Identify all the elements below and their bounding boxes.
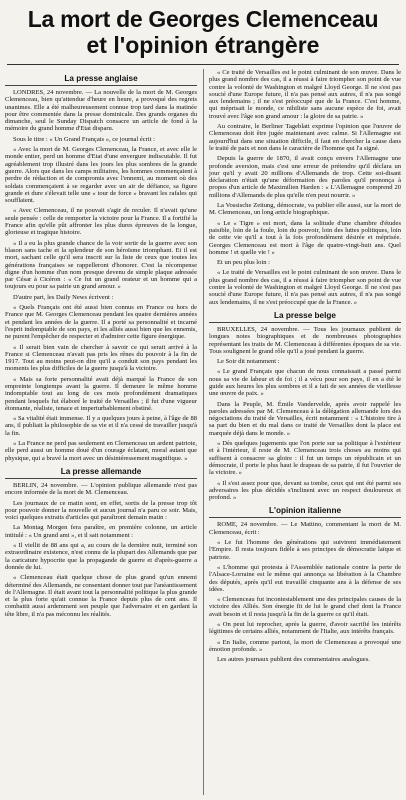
right-column <box>203 69 401 795</box>
paragraph: « Avec la mort de M. Georges Clemenceau, la France, et avec elle le monde entier, perd un homme d'Etat d'une envergure indiscutable. Il fut agréablement trop illustré dans les jours les plus sombres de la grande guerre. Alors que dans les camps militaires, les hommes commençaient à perdre de rédaction et de compromis avec l'ennemi, au moment où des soldats commençaient à se regarder avec un air de défiance, sa figure grande et dure s'élevait telle une « tour de force » bravant les rafales qui soufflaient. <box>5 146 197 205</box>
paragraph: « Mais sa forte personnalité avait déjà marqué la France de son empreinte longtemps avant la guerre. Il demeure le même homme indomptable tout au long de ces mois profondément dramatiques pendant lesquels fut élaboré le traité de Versailles ; il fut d'une vigueur étonnante, réaliste, tenace et imperturbablement obstiné. <box>5 375 197 412</box>
section-head-belgian-press: La presse belge <box>209 309 401 323</box>
paragraph: Les autres journaux publient des commentaires analogues. <box>217 656 370 664</box>
paragraph: La Montag Morgen fera paraître, en première colonne, un article intitulé : « Un grand ami », et il sait notamment : <box>5 524 197 539</box>
paragraph: Depuis la guerre de 1870, il avait conçu envers l'Allemagne une profonde aversion, mais c'est une erreur de prétendre qu'il déclara un jour qu'il y avait 20 millions d'Allemands de trop. Cette soi-disant déclaration n'était qu'une déformation des paroles qu'il prononça à propos d'un article de Maximilien Harden : « L'Allemagne comprend 20 millions d'Allemands de plus qu'elle n'en peut nourrir. » <box>209 155 401 199</box>
section-head-italian-opinion: L'opinion italienne <box>209 504 401 518</box>
article-title <box>3 0 403 58</box>
paragraph: « Le « Tigre » est mort, dans la solitude d'une chambre d'études paisible, loin de la foule, loin du pouvoir, loin des luttes politiques, loin de cette vie qu'il a tout à la fois profondément désirée et méprisée. Georges Clemenceau est mort à l'âge de quatre-vingt-huit ans. Quel homme ! et quelle vie ! » <box>209 219 401 256</box>
paragraph: « Ce traité de Versailles est le point culminant de son œuvre. Dans le plus grand nombre des cas, il a réussi à faire triompher son point de vue contre la volonté de Washington et malgré Lloyd George. Il ne s'est pas soucié d'une Europe future, il n'a pas pensé aux autres, il n'a pas songé aux lendemains ; il ne s'est préoccupé que de la France. C'est homme, qui méprisait le monde, ce nihiliste sans aucune espèce de foi, avait trouvé avec l'âge son grand amour : la gloire de sa patrie. » <box>209 69 401 120</box>
left-column <box>5 69 197 795</box>
paragraph: « Sa vitalité était immense. Il y a quelques jours à peine, à l'âge de 88 ans, il publiait la philosophie de sa vie et il n'a cessé de travailler jusqu'à la fin. <box>5 415 197 437</box>
section-head-german-press: La presse allemande <box>5 465 197 479</box>
paragraph: « En Italie, comme partout, la mort de Clemenceau a provoqué une émotion profonde. » <box>209 638 401 653</box>
paragraph: BERLIN, 24 novembre. — L'opinion publique allemande n'est pas encore informée de la mort de M. Clemenceau. <box>5 481 197 497</box>
title-line-1: La mort de Georges Clemenceau <box>27 6 379 32</box>
paragraph: Sous le titre : « Un Grand Français », ce journal écrit : <box>13 135 155 143</box>
paragraph: LONDRES, 24 novembre. — La nouvelle de la mort de M. Georges Clemenceau, bien qu'attendue d'heure en heure, a provoqué des regrets unanimes. Elle a été malheureusement connue trop tard dans la matinée pour être commentée dans la presse dominicale. Des grands organes du dimanche, seul le Sunday Dispatch consacre un article de fond à la mémoire du grand homme d'Etat disparu. <box>5 89 197 133</box>
paragraph: « Le traité de Versailles est le point culminant de son œuvre. Dans le plus grand nombre des cas, il a réussi à faire triompher son point de vue contre la volonté de Washington et malgré Lloyd George. Il ne s'est pas soucié d'une Europe future, il n'a pas pensé aux autres, il n'a pas songé aux lendemains, il ne s'est préoccupé que de la France. » <box>209 269 401 306</box>
paragraph: « La France ne perd pas seulement en Clemenceau un ardent patriote, elle perd aussi un homme doué d'un courage éclatant, moral autant que physique, qui a bravé la mort avec un désintéressement magnifique. » <box>5 440 197 462</box>
paragraph: « On peut lui reprocher, après la guerre, d'avoir sacrifié les intérêts légitimes de certains alliés, notamment de l'Italie, aux intérêts français. <box>209 621 401 636</box>
section-head-english-press: La presse anglaise <box>5 72 197 86</box>
article-columns <box>3 65 403 795</box>
paragraph: « L'homme qui protesta à l'Assemblée nationale contre la perte de l'Alsace-Lorraine est le même qui annonça sa libération à la Chambre des députés, après qu'il eut travaillé cinquante ans à la défense de ses idées. <box>209 563 401 593</box>
paragraph: « Avec Clemenceau, il ne pouvait s'agir de reculer. Il n'avait qu'une seule pensée : celle de remporter la victoire pour la France. Il a fortifié la France afin qu'elle pût affronter les plus dures épreuves de la longue, glorieuse et tragique histoire. <box>5 207 197 237</box>
paragraph: La Vossische Zeitung, démocrate, va publier elle aussi, sur la mort de M. Clemenceau, un long article biographique. <box>209 202 401 217</box>
paragraph: « Clemenceau était quelque chose de plus grand qu'un ennemi déterminé des Allemands, ne consentant donner tout par l'anéantissement de l'Allemagne. Il était avant tout la personnalité politique la plus grande et la plus forte qu'ait connue la France depuis plus de cent ans. Il combattit aussi ardemment son peuple que l'adversaire et en gardant la tête libre, il n'a pas méconnu les réalités. <box>5 574 197 618</box>
paragraph: Dans la Peuple, M. Émile Vandervelde, après avoir rappelé les paroles adressées par M. Clemenceau à la délégation allemande lors des négociations du traité de Versailles, écrit notamment : « L'histoire tire à sa part du bien et du mal dans ce traité de Versailles dont la place est marquée déjà dans le monde. » <box>209 400 401 437</box>
paragraph: « Le fut l'homme des générations qui suivirent immédiatement l'Empire. Il resta toujours fidèle à ses principes de démocratie laïque et patriote. <box>209 539 401 561</box>
paragraph: « Il a eu la plus grande chance de la voir sortir de la guerre avec son blason sans tache et la splendeur de son héroïsme triomphant. Et il est mort, sachant celle qu'il sera inscrit sur la liste de ceux que toutes les générations françaises se rappelleront d'honorer. C'est la récompense digne d'un homme d'un nom presque devenu de simple plaque adressée par César à Cicéron : « Ce fut un grand orateur et un homme qui a toujours eu pour sa patrie un grand amour. » <box>5 239 197 291</box>
paragraph: « Le grand Français que chacun de nous connaissait a passé parmi nous sa vie de labeur et de foi ; il a vécu pour son pays, il en a été le guide aux heures les plus sombres et il a fait de ses années de vieillesse une œuvre de paix. » <box>209 368 401 398</box>
paragraph: Et un peu plus loin : <box>217 259 270 267</box>
paragraph: Le Soir dit notamment : <box>217 358 280 366</box>
paragraph: D'autre part, les Daily News écrivent : <box>13 293 114 301</box>
paragraph: Au contraire, le Berliner Tageblatt exprime l'opinion que l'œuvre de Clemenceau doit être jugée maintenant avec calme. Si l'Allemagne est aujourd'hui dans une situation difficile, il faut en chercher la cause dans le traité de paix et non dans le caractère de l'homme qui l'a signé. <box>209 123 401 152</box>
title-line-2: et l'opinion étrangère <box>86 32 320 58</box>
paragraph: « Dès quelques jugements que l'on porte sur sa politique à l'extérieur et à l'intérieur, il reste de M. Clemenceau trois choses au moins qui suffisent à consacrer sa gloire : il fut un temps un républicain et un démocrate, il porte le plus haut le drapeau de sa patrie, il fut l'ouvrier de la victoire. » <box>209 440 401 477</box>
paragraph: Les journaux de ce matin sont, en effet, sortis de la presse trop tôt pour pouvoir donner la nouvelle et aucun journal n'a paru ce soir. Mais, voici quelques extraits d'articles qui paraîtront demain matin : <box>5 499 197 522</box>
paragraph: « Quels Français ont été aussi bien connus en France ou hors de France que M. Georges Clemenceau pendant les quatre dernières années et pendant les années de la guerre. Il a porté sa personnalité et incarné l'esprit indomptable de son pays, et les alliés aussi bien que les ennemis, ne purent l'empêcher de respecter et d'admirer cette figure énergique. <box>5 304 197 341</box>
paragraph: « Clemenceau fut incontestablement une des principales causes de la victoire des Alliés. Son énergie fit de lui le grand chef dont la France avait besoin et il resta jusqu'à la fin de la guerre ce qu'il était. <box>209 596 401 618</box>
paragraph: ROME, 24 novembre. — Le Mattino, commentant la mort de M. Clemenceau, écrit : <box>209 521 401 536</box>
paragraph: « Il s'est assez pour que, devant sa tombe, ceux qui ont été parmi ses adversaires les plus décidés s'inclinent avec un respect douloureux et profond. » <box>209 479 401 502</box>
paragraph: « Il serait bien vain de chercher à savoir ce qui serait arrivé à la France si Clemenceau n'avait pas pris les rênes du pouvoir à la fin de 1917. Tout au moins peut-on dire qu'il a conduit son pays pendant les moments les plus difficiles de la guerre jusqu'à la victoire. <box>5 343 197 373</box>
paragraph: BRUXELLES, 24 novembre. — Tous les journaux publient de longues notes biographiques et de nombreuses photographies représentant les traits de M. Clemenceau à différentes époques de sa vie. Tous soulignent le grand rôle qu'il a joué pendant la guerre. <box>209 325 401 355</box>
paragraph: « Il viellit de 88 ans qui a, au cours de la dernière nuit, terminé son extraordinaire existence, n'est connu de la plupart des Allemands que par la caricature hypocrite que la propagande de guerre et d'après-guerre a donnée de lui. <box>5 542 197 571</box>
